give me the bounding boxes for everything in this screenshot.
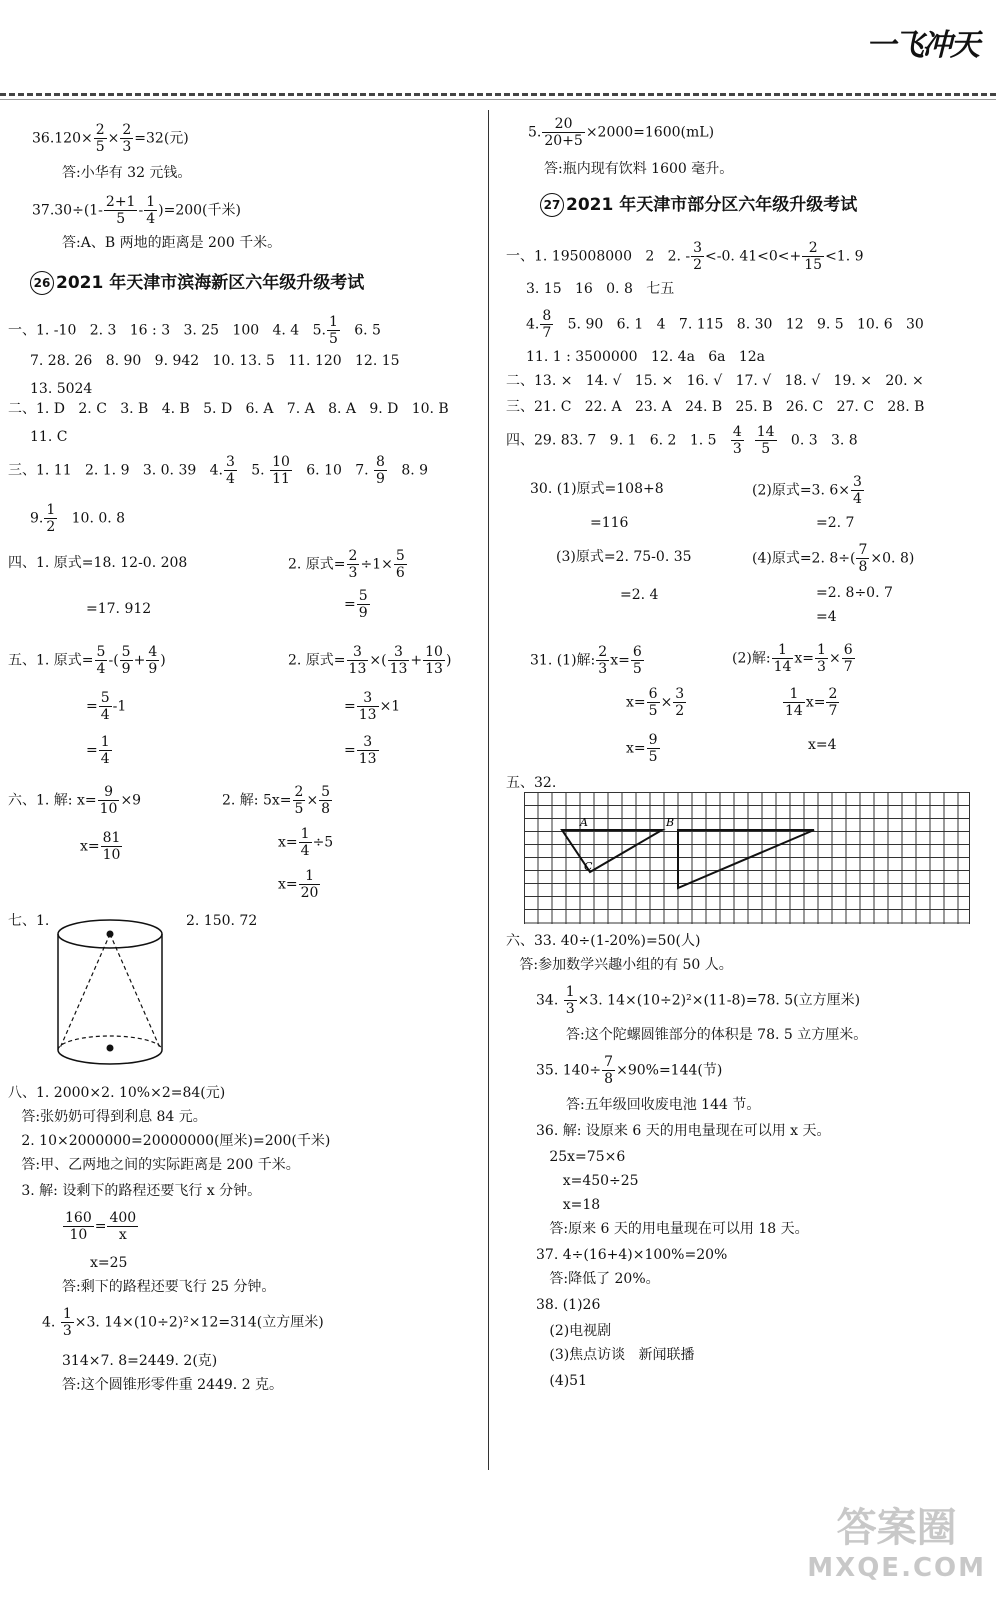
s6-b3: x= $\frac{1}{20}$ (278, 868, 319, 901)
answer-5: 5. $\frac{20}{20+5}$ ×2000=1600(mL) (528, 116, 715, 149)
s8-q4-answer: 答:这个圆锥形零件重 2449. 2 克。 (62, 1377, 284, 1393)
c31-b3: x=4 (808, 737, 837, 753)
brand-logo: 一飞冲天 (866, 28, 978, 63)
s5-a3: = $\frac{1}{4}$ (86, 734, 110, 767)
s6-rest-line: 答:降低了 20%。 (536, 1271, 660, 1287)
s6-rest-line: x=450÷25 (536, 1173, 639, 1189)
label-c: C (584, 860, 593, 873)
c31-b2: $\frac{1}{14}$ x= $\frac{2}{7}$ (785, 686, 838, 719)
section-title-26: 26 2021 年天津市滨海新区六年级升级考试 (30, 268, 364, 295)
small-triangle (562, 830, 662, 872)
header-rule (0, 93, 996, 96)
c30-c: (2)原式=3. 6× $\frac{3}{4}$ (752, 474, 862, 507)
c30-g: (4)原式=2. 8÷( $\frac{7}{8}$ ×0. 8) (752, 542, 915, 575)
large-triangle (678, 830, 814, 888)
answer-36-text: 答:小华有 32 元钱。 (62, 165, 192, 181)
s6-a2: x= $\frac{81}{10}$ (80, 830, 121, 863)
s6-a1: 六、1. 解: x= $\frac{9}{10}$ ×9 (8, 784, 142, 817)
s6-rest-line: (2)电视剧 (536, 1323, 612, 1339)
answer-37-text: 答:A、B 两地的距离是 200 千米。 (62, 235, 282, 251)
s4-a2: =17. 912 (86, 601, 152, 617)
cylinder-bottom-front (58, 1050, 162, 1064)
s3-line2: 9. $\frac{1}{2}$ 10. 0. 8 (30, 502, 126, 535)
c31-a3: x= $\frac{9}{5}$ (626, 732, 658, 765)
column-divider (488, 110, 489, 1470)
r-s3-line: 三、21. C 22. A 23. A 24. B 25. B 26. C 27. C 28. B (506, 399, 925, 415)
s7-label: 七、1. (8, 913, 50, 929)
s6-rest-line: 38. (1)26 (536, 1297, 601, 1313)
r-s4-line: 四、29. 83. 7 9. 1 6. 2 1. 5 $\frac{4}{3}$ $\frac{14}{5}$ 0. 3 3. 8 (506, 424, 858, 457)
s6-34: 34. $\frac{1}{3}$ ×3. 14×(10÷2)²×(11-8)=78. 5(立方厘米) (536, 984, 861, 1017)
s4-b1: 2. 原式= $\frac{2}{3}$ ÷1× $\frac{5}{6}$ (288, 548, 405, 581)
s8-proportion: $\frac{160}{10}$ = $\frac{400}{x}$ (65, 1210, 137, 1243)
s3-line1: 三、1. 11 2. 1. 9 3. 0. 39 4. $\frac{3}{4}$ 5. $\frac{10}{11}$ 6. 10 7. $\frac{8}{9}$ 8. 9 (8, 454, 429, 487)
c30-f: =2. 4 (620, 587, 659, 603)
s6-b1: 2. 解: 5x= $\frac{2}{5}$ × $\frac{5}{8}$ (222, 784, 331, 817)
cylinder-cone-figure (54, 912, 174, 1072)
r-s1-line2: 3. 15 16 0. 8 七五 (526, 281, 675, 297)
r-s2-line: 二、13. × 14. √ 15. × 16. √ 17. √ 18. √ 19. × 20. × (506, 373, 924, 389)
s6-34-answer: 答:这个陀螺圆锥部分的体积是 78. 5 立方厘米。 (566, 1027, 868, 1043)
s8-line: 3. 解: 设剩下的路程还要飞行 x 分钟。 (8, 1183, 262, 1199)
s6-rest-line: (4)51 (536, 1373, 587, 1389)
s8-line: 答:甲、乙两地之间的实际距离是 200 千米。 (8, 1157, 300, 1173)
s8-line: 2. 10×2000000=20000000(厘米)=200(千米) (8, 1133, 331, 1149)
s6-b2: x= $\frac{1}{4}$ ÷5 (278, 826, 334, 859)
c31-a2: x= $\frac{6}{5}$ × $\frac{3}{2}$ (626, 686, 685, 719)
c30-h: =2. 8÷0. 7 (816, 585, 893, 601)
s8-line: 答:张奶奶可得到利息 84 元。 (8, 1109, 207, 1125)
s1-line1: 一、1. -10 2. 3 16 : 3 3. 25 100 4. 4 5. $\frac{1}{5}$ 6. 5 (8, 314, 381, 347)
s7-answer2: 2. 150. 72 (186, 913, 258, 929)
c30-d: =2. 7 (816, 515, 855, 531)
s6-rest-line: 37. 4÷(16+4)×100%=20% (536, 1247, 728, 1263)
s5-b1: 2. 原式= $\frac{3}{13}$ ×( $\frac{3}{13}$ + $\frac{10}{13}$ ) (288, 644, 452, 677)
c30-a: 30. (1)原式=108+8 (530, 481, 664, 497)
r-s1-line4: 11. 1 : 3500000 12. 4a 6a 12a (526, 349, 766, 365)
c30-i: =4 (816, 609, 837, 625)
c30-b: =116 (590, 515, 629, 531)
s8-answer3: 答:剩下的路程还要飞行 25 分钟。 (62, 1279, 276, 1295)
s6-rest-line: 25x=75×6 (536, 1149, 626, 1165)
s5-b3: = $\frac{3}{13}$ (344, 734, 377, 767)
cone-right-edge (110, 934, 160, 1048)
s2-line1: 二、1. D 2. C 3. B 4. B 5. D 6. A 7. A 8. A 9. D 10. B (8, 401, 449, 417)
s8-q4: 4. $\frac{1}{3}$ ×3. 14×(10÷2)²×12=314(立方厘米) (42, 1306, 324, 1339)
s4-a1: 四、1. 原式=18. 12-0. 208 (8, 555, 188, 571)
watermark: 答案圈 MXQE.COM (807, 1505, 986, 1583)
label-b: B (666, 816, 675, 829)
s6-line: 六、33. 40÷(1-20%)=50(人) (506, 933, 701, 949)
apex-dot (107, 931, 114, 938)
s8-line: 八、1. 2000×2. 10%×2=84(元) (8, 1085, 226, 1101)
header-rule-thin (0, 99, 996, 100)
c30-e: (3)原式=2. 75-0. 35 (556, 549, 692, 565)
answer-37: 37.30÷(1- $\frac{2+1}{5}$ - $\frac{1}{4}$ )=200(千米) (32, 194, 241, 227)
s5-b2: = $\frac{3}{13}$ ×1 (344, 690, 401, 723)
s6-35: 35. 140÷ $\frac{7}{8}$ ×90%=144(节) (536, 1054, 723, 1087)
label-a: A (580, 816, 588, 829)
s5-32-label: 五、32. (506, 775, 557, 791)
c31-a1: 31. (1)解: $\frac{2}{3}$ x= $\frac{6}{5}$ (530, 644, 642, 677)
s6-line: 答:参加数学兴趣小组的有 50 人。 (506, 957, 733, 973)
s6-rest-line: x=18 (536, 1197, 601, 1213)
s5-a1: 五、1. 原式= $\frac{5}{4}$ -( $\frac{5}{9}$ + $\frac{4}{9}$ ) (8, 644, 166, 677)
s8-q4b: 314×7. 8=2449. 2(克) (62, 1353, 218, 1369)
s5-a2: = $\frac{5}{4}$ -1 (86, 690, 127, 723)
s2-line2: 11. C (30, 429, 68, 445)
s4-b2: = $\frac{5}{9}$ (344, 588, 368, 621)
r-s1-line1: 一、1. 195008000 2 2. - $\frac{3}{2}$ <-0. 41<0<+ $\frac{2}{15}$ <1. 9 (506, 240, 864, 273)
answer-5-text: 答:瓶内现有饮料 1600 毫升。 (544, 161, 734, 177)
cone-left-edge (60, 934, 110, 1048)
r-s1-line3: 4. $\frac{8}{7}$ 5. 90 6. 1 4 7. 115 8. 30 12 9. 5 10. 6 30 (526, 308, 924, 341)
grid-figure (524, 792, 970, 924)
s6-rest-line: 答:原来 6 天的用电量现在可以用 18 天。 (536, 1221, 809, 1237)
s1-line3: 13. 5024 (30, 381, 93, 397)
s6-rest-line: 36. 解: 设原来 6 天的用电量现在可以用 x 天。 (536, 1123, 831, 1139)
base-center-dot (107, 1045, 114, 1052)
s6-35-answer: 答:五年级回收废电池 144 节。 (566, 1097, 761, 1113)
s8-x: x=25 (90, 1255, 128, 1271)
section-title-27: 27 2021 年天津市部分区六年级升级考试 (540, 190, 857, 217)
s6-rest-line: (3)焦点访谈 新闻联播 (536, 1347, 695, 1363)
s1-line2: 7. 28. 26 8. 90 9. 942 10. 13. 5 11. 120 12. 15 (30, 353, 400, 369)
answer-36: 36.120× $\frac{2}{5}$ × $\frac{2}{3}$ =32(元) (32, 122, 189, 155)
c31-b1: (2)解: $\frac{1}{14}$ x= $\frac{1}{3}$ × $\frac{6}{7}$ (732, 642, 853, 675)
